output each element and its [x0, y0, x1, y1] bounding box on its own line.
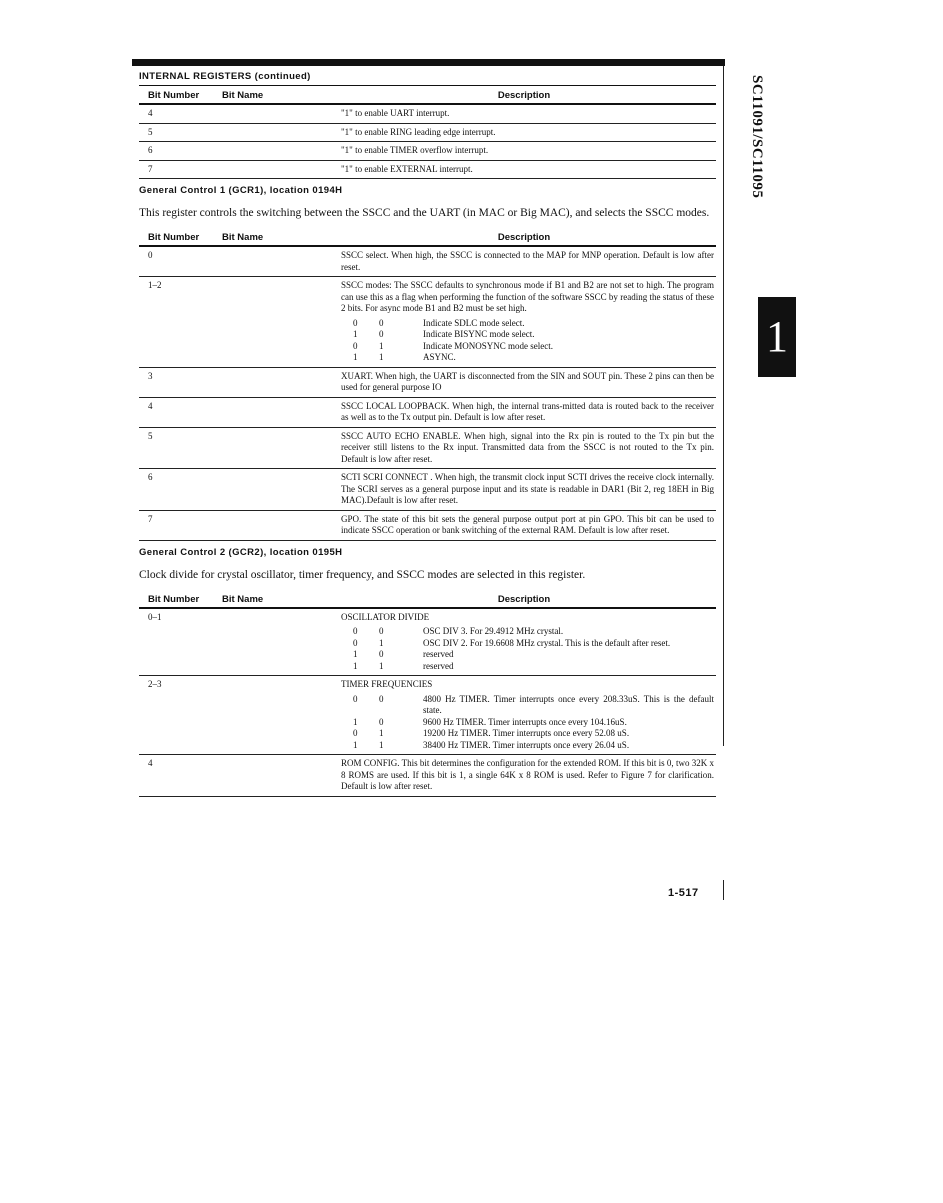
bit-value-meaning: Indicate SDLC mode select. — [423, 317, 525, 328]
bit-value-row — [341, 318, 714, 330]
description-cell — [341, 105, 716, 123]
side-title: SC11091/SC11095 — [749, 75, 765, 199]
bit-value: 0 — [379, 626, 384, 636]
bit-value-row — [341, 626, 714, 638]
bit-value-meaning: reserved — [423, 649, 454, 659]
table-row — [139, 676, 716, 755]
internal-heading: INTERNAL REGISTERS (continued) — [139, 71, 311, 82]
bit-value: 1 — [379, 352, 384, 362]
bit-number-cell: 0–1 — [139, 609, 341, 676]
table-row — [139, 469, 716, 511]
bit-number-cell: 2–3 — [139, 676, 341, 755]
description-cell — [341, 676, 716, 755]
bit-number-cell: 4 — [139, 397, 341, 427]
description-cell — [341, 755, 716, 797]
bit-value-meaning: 9600 Hz TIMER. Timer interrupts once every 104.16uS. — [423, 716, 627, 727]
bit-value-row — [341, 717, 714, 729]
bit-number-cell: 0 — [139, 247, 341, 277]
table-row — [139, 609, 716, 676]
bit-value: 1 — [379, 660, 384, 671]
bit-number-cell: 5 — [139, 427, 341, 469]
bit-number-cell: 7 — [139, 160, 341, 179]
table-row — [139, 105, 716, 123]
description-cell — [341, 510, 716, 540]
bit-number-cell: 4 — [139, 755, 341, 797]
description-cell — [341, 469, 716, 511]
bit-value: 0 — [379, 649, 384, 659]
internal-table-header — [139, 85, 716, 105]
description-text: SSCC select. When high, the SSCC is connected to the MAP for MNP operation. Default is low after reset. — [341, 250, 714, 272]
bit-value: 1 — [353, 329, 358, 339]
bit-value: 1 — [353, 649, 358, 659]
bit-value-row — [341, 661, 714, 673]
bit-value-meaning: Indicate MONOSYNC mode select. — [423, 340, 553, 351]
table-row — [139, 397, 716, 427]
bit-value-row — [341, 728, 714, 740]
description-text: SSCC modes: The SSCC defaults to synchronous mode if B1 and B2 are not set to high. The program can use this as a flag when performing the function of the software SSCC by reading the status of these 2 bits. For async mode B1 and B2 must be set high. — [341, 280, 714, 313]
bit-value-row — [341, 649, 714, 661]
bit-value-meaning: reserved — [423, 660, 454, 671]
table-row — [139, 367, 716, 397]
bit-value-row — [341, 352, 714, 364]
gcr2-heading: General Control 2 (GCR2), location 0195H — [139, 546, 343, 558]
bit-value: 1 — [379, 340, 384, 351]
bit-value: 0 — [353, 317, 358, 328]
description-text: "1" to enable UART interrupt. — [341, 108, 450, 118]
bit-value-meaning: OSC DIV 3. For 29.4912 MHz crystal. — [423, 626, 564, 636]
bit-value: 0 — [379, 693, 384, 704]
table-row — [139, 142, 716, 161]
description-cell — [341, 160, 716, 179]
bit-value: 0 — [353, 637, 358, 648]
description-cell — [341, 609, 716, 676]
bit-value-meaning: Indicate BISYNC mode select. — [423, 329, 535, 339]
bit-value: 0 — [379, 317, 384, 328]
bit-value: 1 — [353, 739, 358, 750]
bit-value-row — [341, 638, 714, 650]
description-cell — [341, 123, 716, 142]
gcr2-table-header — [139, 590, 716, 609]
bit-value-table — [341, 626, 714, 672]
section-tab: 1 — [758, 297, 796, 377]
bit-value: 0 — [379, 329, 384, 339]
description-text: "1" to enable EXTERNAL interrupt. — [341, 163, 473, 174]
description-text: SSCC AUTO ECHO ENABLE. When high, signal into the Rx pin is routed to the Tx pin but the receiver still listens to the Rx input. Transmitted data from the SSCC is not routed to the Tx pin. Default is low after reset. — [341, 430, 714, 464]
table-row — [139, 427, 716, 469]
description-text: GPO. The state of this bit sets the general purpose output port at pin GPO. This bit can be used to indicate SSCC operation or bank switching of the external RAM. Default is low after reset. — [341, 513, 714, 535]
description-cell — [341, 142, 716, 161]
bit-value: 1 — [379, 637, 384, 648]
bit-value: 0 — [353, 626, 358, 636]
side-rule-bottom — [723, 880, 724, 900]
table-row — [139, 247, 716, 277]
bit-value: 1 — [353, 352, 358, 362]
col-bit-number: Bit Number — [148, 90, 200, 101]
col-bit-number: Bit Number — [148, 593, 200, 605]
gcr2-intro: Clock divide for crystal oscillator, timer frequency, and SSCC modes are selected in this register. — [139, 568, 586, 581]
bit-value: 0 — [353, 728, 358, 738]
table-row — [139, 160, 716, 179]
col-bit-name: Bit Name — [222, 90, 264, 101]
bit-value-meaning: ASYNC. — [423, 352, 456, 362]
table-row — [139, 755, 716, 797]
top-rule — [132, 59, 725, 66]
table-row — [139, 510, 716, 540]
gcr1-intro: This register controls the switching between the SSCC and the UART (in MAC or Big MAC), and selects the SSCC modes. — [139, 207, 710, 219]
description-cell — [341, 427, 716, 469]
bit-value-table — [341, 694, 714, 752]
bit-value: 0 — [353, 693, 358, 704]
gcr2-table — [139, 609, 716, 797]
description-text: SSCC LOCAL LOOPBACK. When high, the internal trans-mitted data is routed back to the receiver as well as to the Tx output pin. Default is low after reset. — [341, 400, 714, 422]
description-text: OSCILLATOR DIVIDE — [341, 611, 430, 622]
col-bit-number: Bit Number — [148, 232, 200, 243]
bit-value-meaning: 38400 Hz TIMER. Timer interrupts once every 26.04 uS. — [423, 739, 630, 750]
bit-value-row — [341, 341, 714, 353]
col-description: Description — [497, 232, 551, 243]
bit-value: 1 — [353, 660, 358, 671]
bit-number-cell: 7 — [139, 510, 341, 540]
col-bit-name: Bit Name — [222, 232, 264, 243]
description-cell — [341, 367, 716, 397]
side-rule — [723, 66, 724, 746]
bit-value-meaning: OSC DIV 2. For 19.6608 MHz crystal. This is the default after reset. — [423, 637, 671, 648]
col-bit-name: Bit Name — [222, 593, 264, 605]
bit-number-cell: 6 — [139, 142, 341, 161]
bit-value-row — [341, 329, 714, 341]
gcr1-table-header — [139, 228, 716, 247]
bit-value-meaning: 4800 Hz TIMER. Timer interrupts once every 208.33uS. This is the default state. — [423, 693, 714, 715]
bit-value: 1 — [379, 739, 384, 750]
description-text: TIMER FREQUENCIES — [341, 679, 433, 689]
page-number: 1-517 — [668, 887, 699, 899]
bit-value: 0 — [379, 716, 384, 727]
description-cell — [341, 277, 716, 368]
description-text: "1" to enable TIMER overflow interrupt. — [341, 145, 489, 155]
bit-number-cell: 3 — [139, 367, 341, 397]
description-cell — [341, 247, 716, 277]
bit-number-cell: 1–2 — [139, 277, 341, 368]
description-text: SCTI SCRI CONNECT . When high, the transmit clock input SCTI drives the receive clock internally. The SCRI serves as a general purpose input and its state is readable in DAR1 (Bit 2, reg 18EH in Big MAC).Default is low after reset. — [341, 472, 714, 505]
gcr1-heading: General Control 1 (GCR1), location 0194H — [139, 185, 343, 196]
description-text: "1" to enable RING leading edge interrupt. — [341, 126, 496, 137]
bit-value: 1 — [379, 728, 384, 738]
description-cell — [341, 397, 716, 427]
bit-value-meaning: 19200 Hz TIMER. Timer interrupts once every 52.08 uS. — [423, 728, 630, 738]
bit-number-cell: 6 — [139, 469, 341, 511]
table-row — [139, 123, 716, 142]
bit-value-row — [341, 740, 714, 752]
col-description: Description — [497, 593, 551, 605]
bit-value: 1 — [353, 716, 358, 727]
gcr1-table — [139, 247, 716, 541]
table-row — [139, 277, 716, 368]
bit-number-cell: 4 — [139, 105, 341, 123]
bit-number-cell: 5 — [139, 123, 341, 142]
bit-value-row — [341, 694, 714, 717]
content — [139, 71, 716, 797]
bit-value-table — [341, 318, 714, 364]
col-description: Description — [497, 90, 551, 101]
description-text: ROM CONFIG. This bit determines the configuration for the extended ROM. If this bit is 0, two 32K x 8 ROMS are used. If this bit is 1, a single 64K x 8 ROM is used. Refer to Figure 7 for clarification. Default is low after reset. — [341, 758, 714, 791]
description-text: XUART. When high, the UART is disconnected from the SIN and SOUT pin. These 2 pins can then be used for general purpose IO — [341, 370, 714, 392]
internal-table — [139, 105, 716, 179]
bit-value: 0 — [353, 340, 358, 351]
